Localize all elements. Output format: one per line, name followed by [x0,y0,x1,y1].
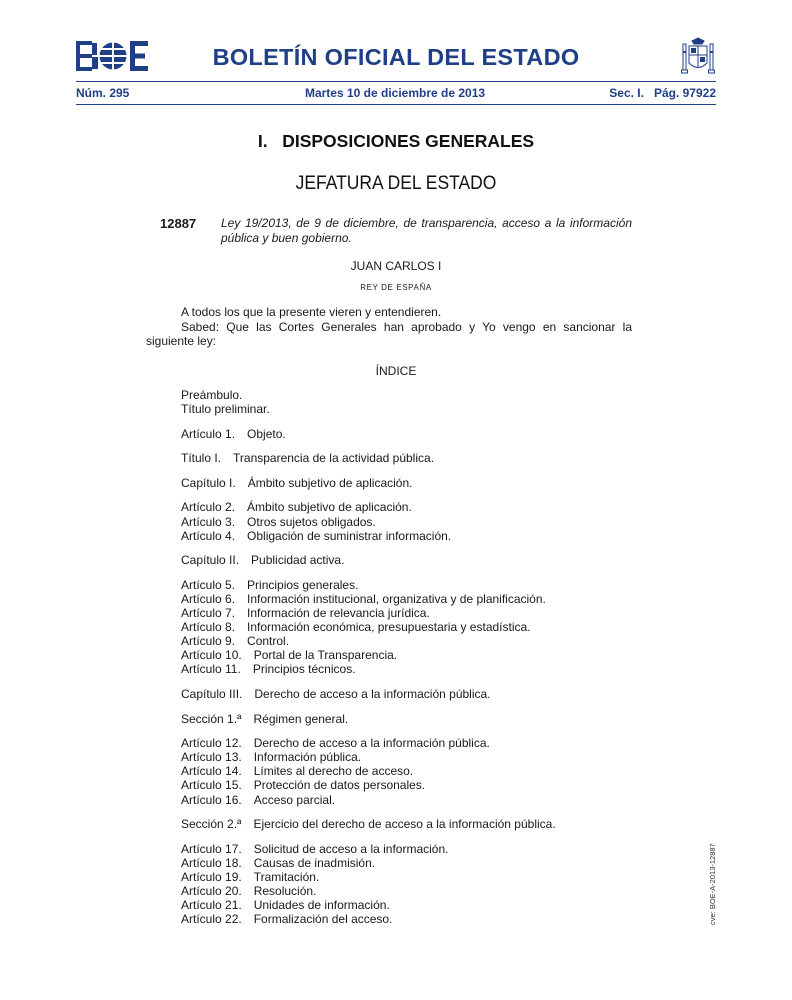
toc-entry-label: Artículo 13. [181,750,242,765]
toc-entry [181,451,641,465]
toc-entry-text: Ámbito subjetivo de aplicación. [247,475,413,490]
toc-entry [181,778,641,792]
toc-entry-text: Régimen general. [253,711,349,726]
toc-entry-label: Capítulo III. [181,687,243,701]
toc-entry [181,620,641,634]
toc-entry-label: Artículo 15. [181,778,242,793]
toc-entry [181,898,641,912]
toc-entry [181,634,641,648]
toc-entry [181,870,641,884]
toc-entry-label: Artículo 10. [181,648,242,663]
toc-group [181,451,641,465]
toc-entry-label: Capítulo II. [181,553,240,568]
toc-entry-label: Artículo 18. [181,855,242,870]
toc-entry-text: Principios generales. [247,577,359,592]
toc-entry-label: Artículo 20. [181,884,242,899]
toc-entry-label: Artículo 1. [181,426,236,441]
toc-entry-text: Tramitación. [253,869,320,884]
toc-group [181,817,641,831]
toc-entry-text: Publicidad activa. [251,553,345,568]
index-title: ÍNDICE [375,364,417,378]
toc-group [181,476,641,490]
toc-entry-label: Sección 1.ª [181,711,242,726]
toc-group [181,388,641,416]
header-top-rule [76,81,716,82]
toc-entry-label: Artículo 14. [181,764,242,779]
toc-entry-text: Protección de datos personales. [253,778,426,793]
toc-entry-text: Información pública. [253,750,362,765]
toc-entry [181,736,641,750]
toc-group [181,736,641,806]
toc-entry [181,662,641,676]
toc-entry-label: Artículo 7. [181,606,236,621]
toc-entry [181,606,641,620]
toc-entry [181,592,641,606]
toc-entry-label: Artículo 9. [181,634,236,649]
toc-entry [181,578,641,592]
toc-entry-label: Artículo 17. [181,841,242,856]
toc-entry [181,648,641,662]
toc-entry [181,764,641,778]
toc-entry [181,856,641,870]
toc-entry-text: Control. [247,634,290,649]
toc-entry-text: Unidades de información. [253,898,390,913]
toc-entry [181,388,641,402]
toc-entry-label: Artículo 6. [181,591,236,606]
toc-entry [181,793,641,807]
table-of-contents [181,388,641,937]
toc-entry-text: Solicitud de acceso a la información. [253,841,449,856]
toc-entry-text: Resolución. [253,884,317,899]
toc-entry-text: Transparencia de la actividad pública. [233,451,435,466]
section-title: I. DISPOSICIONES GENERALES [257,131,535,151]
toc-entry-text: Objeto. [247,426,286,441]
law-number: 12887 [160,216,197,231]
toc-entry-text: Otros sujetos obligados. [247,514,376,529]
toc-group [181,712,641,726]
side-verification-code: cve: BOE-A-2013-12887 [708,843,717,925]
toc-entry-text: Información económica, presupuestaria y estadística. [247,620,531,635]
toc-entry-text: Ámbito subjetivo de aplicación. [247,500,412,515]
coat-of-arms-icon [680,37,716,77]
toc-group [181,553,641,567]
toc-entry [181,712,641,726]
toc-entry-label: Artículo 5. [181,577,236,592]
toc-entry-text: Ejercicio del derecho de acceso a la información pública. [253,817,556,832]
king-name: JUAN CARLOS I [350,259,442,273]
toc-entry-text: Derecho de acceso a la información pública. [253,736,490,751]
toc-entry-text: Portal de la Transparencia. [253,648,398,663]
toc-entry-text: Derecho de acceso a la información pública. [254,687,491,701]
toc-group [181,427,641,441]
toc-entry-label: Preámbulo. [181,388,243,402]
toc-entry [181,750,641,764]
toc-entry-label: Artículo 22. [181,912,242,927]
toc-entry-label: Capítulo I. [181,475,236,490]
toc-entry [181,500,641,514]
toc-entry-label: Artículo 12. [181,736,242,751]
boe-logo [76,41,148,71]
toc-entry-text: Formalización del acceso. [253,912,393,927]
intro-paragraph: A todos los que la presente vieren y entendieren. [181,305,442,319]
toc-group [181,687,641,701]
toc-entry [181,529,641,543]
toc-entry [181,427,641,441]
toc-entry [181,912,641,926]
toc-entry-label: Título preliminar. [181,402,270,417]
toc-entry-text: Información institucional, organizativa y de planificación. [247,591,546,606]
masthead-title: BOLETÍN OFICIAL DEL ESTADO [212,44,580,70]
toc-entry-text: Principios técnicos. [252,662,356,677]
toc-entry [181,476,641,490]
toc-entry-text: Causas de inadmisión. [253,855,376,870]
toc-entry-label: Artículo 21. [181,898,242,913]
toc-entry-label: Título I. [181,451,222,466]
law-title: Ley 19/2013, de 9 de diciembre, de transparencia, acceso a la información pública y buen gobierno. [221,216,632,245]
toc-entry [181,687,641,701]
section-page: Sec. I. Pág. 97922 [609,86,716,100]
organism-title: JEFATURA DEL ESTADO [295,173,497,194]
toc-entry [181,884,641,898]
toc-entry-text: Información de relevancia jurídica. [247,606,430,621]
toc-entry-text: Acceso parcial. [253,792,336,807]
toc-entry-label: Sección 2.ª [181,817,242,832]
issue-number: Núm. 295 [76,86,130,100]
toc-entry-label: Artículo 19. [181,869,242,884]
toc-group [181,500,641,542]
intro-paragraph: Sabed: Que las Cortes Generales han aprobado y Yo vengo en sancionar la siguiente ley: [146,320,632,348]
toc-entry [181,402,641,416]
toc-entry-text: Límites al derecho de acceso. [253,764,414,779]
toc-entry-label: Artículo 2. [181,500,236,515]
toc-entry [181,842,641,856]
king-subtitle: REY DE ESPAÑA [360,283,432,292]
toc-entry-label: Artículo 11. [181,662,241,677]
toc-entry-label: Artículo 16. [181,792,242,807]
toc-entry-label: Artículo 3. [181,514,236,529]
toc-entry-label: Artículo 4. [181,528,236,543]
header-bottom-rule [76,104,716,105]
toc-entry-label: Artículo 8. [181,620,236,635]
toc-entry [181,553,641,567]
toc-entry [181,515,641,529]
issue-date: Martes 10 de diciembre de 2013 [304,86,486,100]
toc-group [181,842,641,927]
toc-entry-text: Obligación de suministrar información. [247,528,452,543]
toc-group [181,578,641,677]
toc-entry [181,817,641,831]
